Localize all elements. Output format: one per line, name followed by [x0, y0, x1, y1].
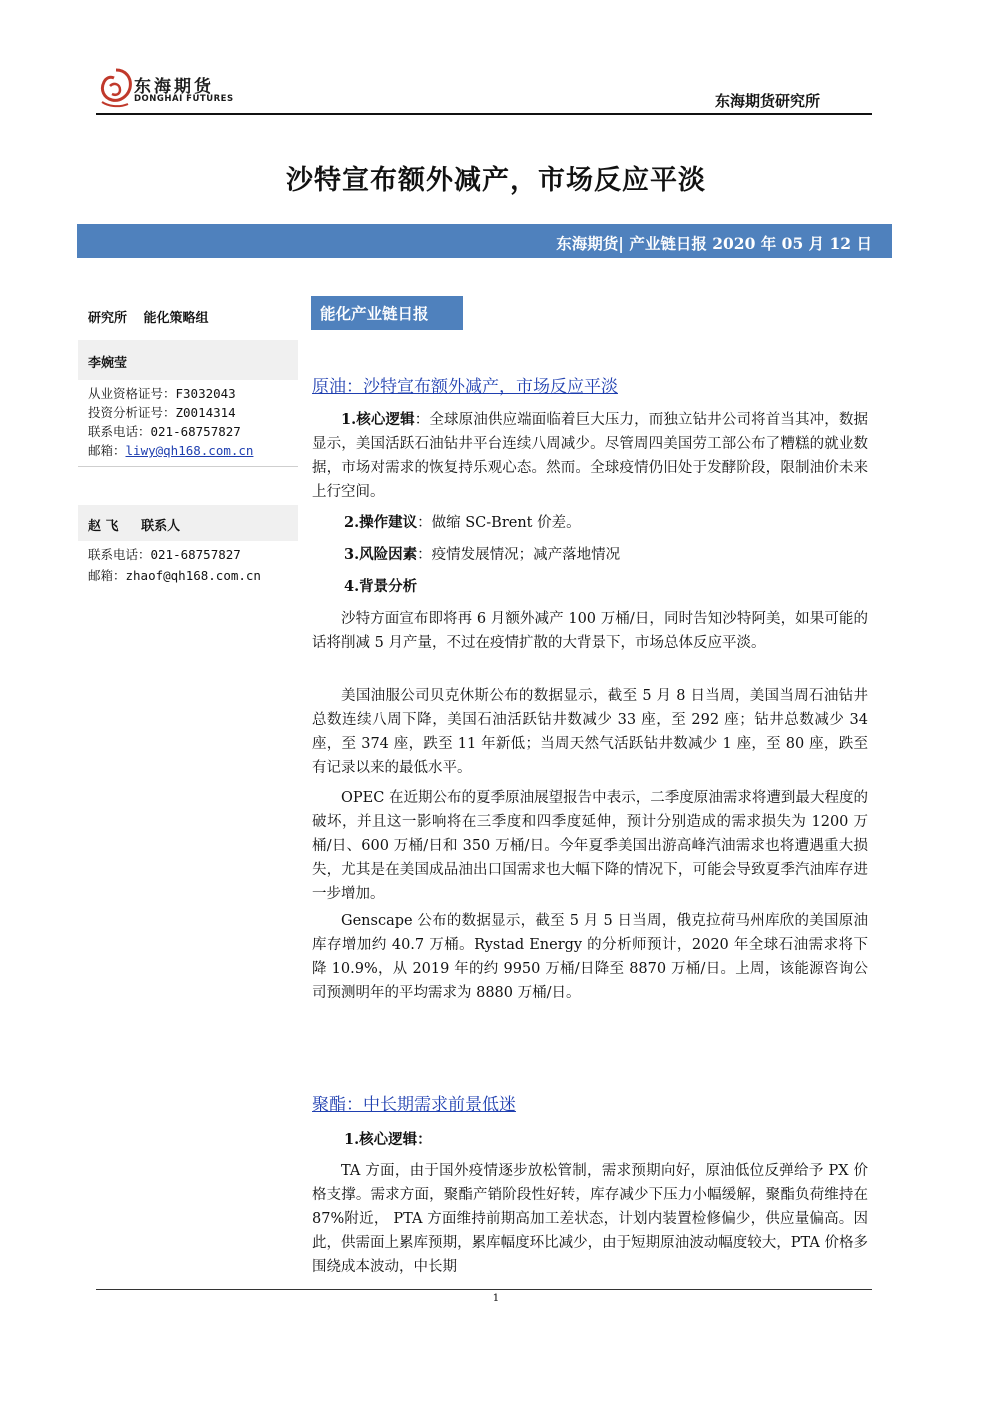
- header-divider: [96, 113, 872, 115]
- logo-text: 东海期货: [134, 77, 214, 97]
- analyst2-role: 联系人: [141, 519, 181, 534]
- analyst1-email-row: [88, 441, 253, 459]
- research-group: [88, 307, 209, 326]
- polyester-heading[interactable]: 聚酯：中长期需求前景低迷: [312, 1095, 516, 1114]
- analyst1-name: 李婉莹: [88, 356, 128, 371]
- report-banner-text: 东海期货| 产业链日报 2020 年 05 月 12 日: [556, 234, 872, 253]
- analyst1-investment: 投资分析证号：Z0014314: [88, 405, 236, 420]
- crude-bg-label: 4.背景分析: [344, 578, 418, 595]
- analyst2-phone: 联系电话：021-68757827: [88, 547, 241, 562]
- crude-paragraph-1: 沙特方面宣布即将再 6 月额外减产 100 万桶/日，同时告知沙特阿美，如果可能的话将削减 5 月产量，不过在疫情扩散的大背景下，市场总体反应平淡。: [312, 611, 868, 651]
- crude-risk-text: ：疫情发展情况；减产落地情况: [417, 547, 621, 563]
- research-group-prefix: 研究所: [88, 311, 128, 326]
- analyst1-phone: 联系电话：021-68757827: [88, 424, 241, 439]
- crude-operation: [344, 511, 581, 532]
- crude-core-text: ：全球原油供应端面临着巨大压力，而独立钻井公司将首当其冲，数据显示，美国活跃石油钻井平台连续八周减少。尽管周四美国劳工部公布了糟糕的就业数据，市场对需求的恢复持乐观心态。然而。全球疫情仍旧处于发酵阶段，限制油价未来上行空间。: [312, 412, 868, 500]
- section-tag-text: 能化产业链日报: [320, 304, 429, 323]
- page-title: 沙特宣布额外减产，市场反应平淡: [286, 165, 706, 196]
- crude-op-text: ：做缩 SC-Brent 价差。: [417, 515, 581, 531]
- crude-paragraph-3: OPEC 在近期公布的夏季原油展望报告中表示，二季度原油需求将遭到最大程度的破坏，并且这一影响将在三季度和四季度延伸，预计分别造成的需求损失为 1200 万桶/日、600 万桶/日和 350 万桶/日。今年夏季美国出游高峰汽油需求也将遭遇重大损失，尤其是在美国成品油出口国需求也大幅下降的情况下，可能会导致夏季汽油库存进一步增加。: [312, 790, 868, 902]
- crude-risk-label: 3.风险因素: [344, 546, 418, 563]
- analyst1-qualification: 从业资格证号：F3032043: [88, 386, 236, 401]
- research-group-name: 能化策略组: [143, 311, 209, 326]
- crude-heading[interactable]: 原油：沙特宣布额外减产，市场反应平淡: [312, 377, 618, 396]
- polyester-paragraph-1: TA 方面，由于国外疫情逐步放松管制，需求预期向好，原油低位反弹给予 PX 价格支撑。需求方面，聚酯产销阶段性好转，库存减少下压力小幅缓解，聚酯负荷维持在 87%附近， PTA 方面维持前期高加工差状态，计划内装置检修偏少，供应量偏高。因此，供需面上累库预期，累库幅度环比减少，由于短期原油波动幅度较大，PTA 价格多围绕成本波动，中长期: [312, 1163, 868, 1275]
- polyester-core-logic: [344, 1128, 432, 1149]
- footer-divider: [96, 1289, 872, 1290]
- logo-subtext: DONGHAI FUTURES: [134, 94, 234, 104]
- crude-paragraph-4: Genscape 公布的数据显示，截至 5 月 5 日当周，俄克拉荷马州库欣的美国原油库存增加约 40.7 万桶。Rystad Energy 的分析师预计，2020 年全球石油需求将下降 10.9%，从 2019 年的约 9950 万桶/日降至 8870 万桶/日。上周，该能源咨询公司预测明年的平均需求为 8880 万桶/日。: [312, 913, 868, 1001]
- crude-core-label: 1.核心逻辑: [341, 411, 415, 428]
- analyst2-heading: [88, 515, 180, 534]
- sidebar-divider: [78, 466, 298, 467]
- institute-name: 东海期货研究所: [714, 92, 820, 110]
- crude-risk: [344, 543, 620, 564]
- analyst1-email-link[interactable]: liwy@qh168.com.cn: [125, 443, 254, 458]
- crude-op-label: 2.操作建议: [344, 514, 418, 531]
- crude-core-logic: [312, 408, 868, 504]
- donghai-logo-icon: [96, 66, 136, 110]
- polyester-core-label: 1.核心逻辑：: [344, 1131, 432, 1148]
- analyst2-name: 赵 飞: [88, 519, 119, 534]
- crude-paragraph-2: 美国油服公司贝克休斯公布的数据显示，截至 5 月 8 日当周，美国当周石油钻井总数连续八周下降，美国石油活跃钻井数减少 33 座，至 292 座；钻井总数减少 34 座，至 374 座，跌至 11 年新低；当周天然气活跃钻井数减少 1 座，至 80 座，跌至有记录以来的最低水平。: [312, 688, 868, 776]
- analyst2-email: 邮箱：zhaof@qh168.com.cn: [88, 568, 261, 583]
- crude-background: [344, 575, 417, 596]
- analyst1-email-label: 邮箱：: [88, 443, 126, 458]
- page-number: 1: [492, 1292, 500, 1304]
